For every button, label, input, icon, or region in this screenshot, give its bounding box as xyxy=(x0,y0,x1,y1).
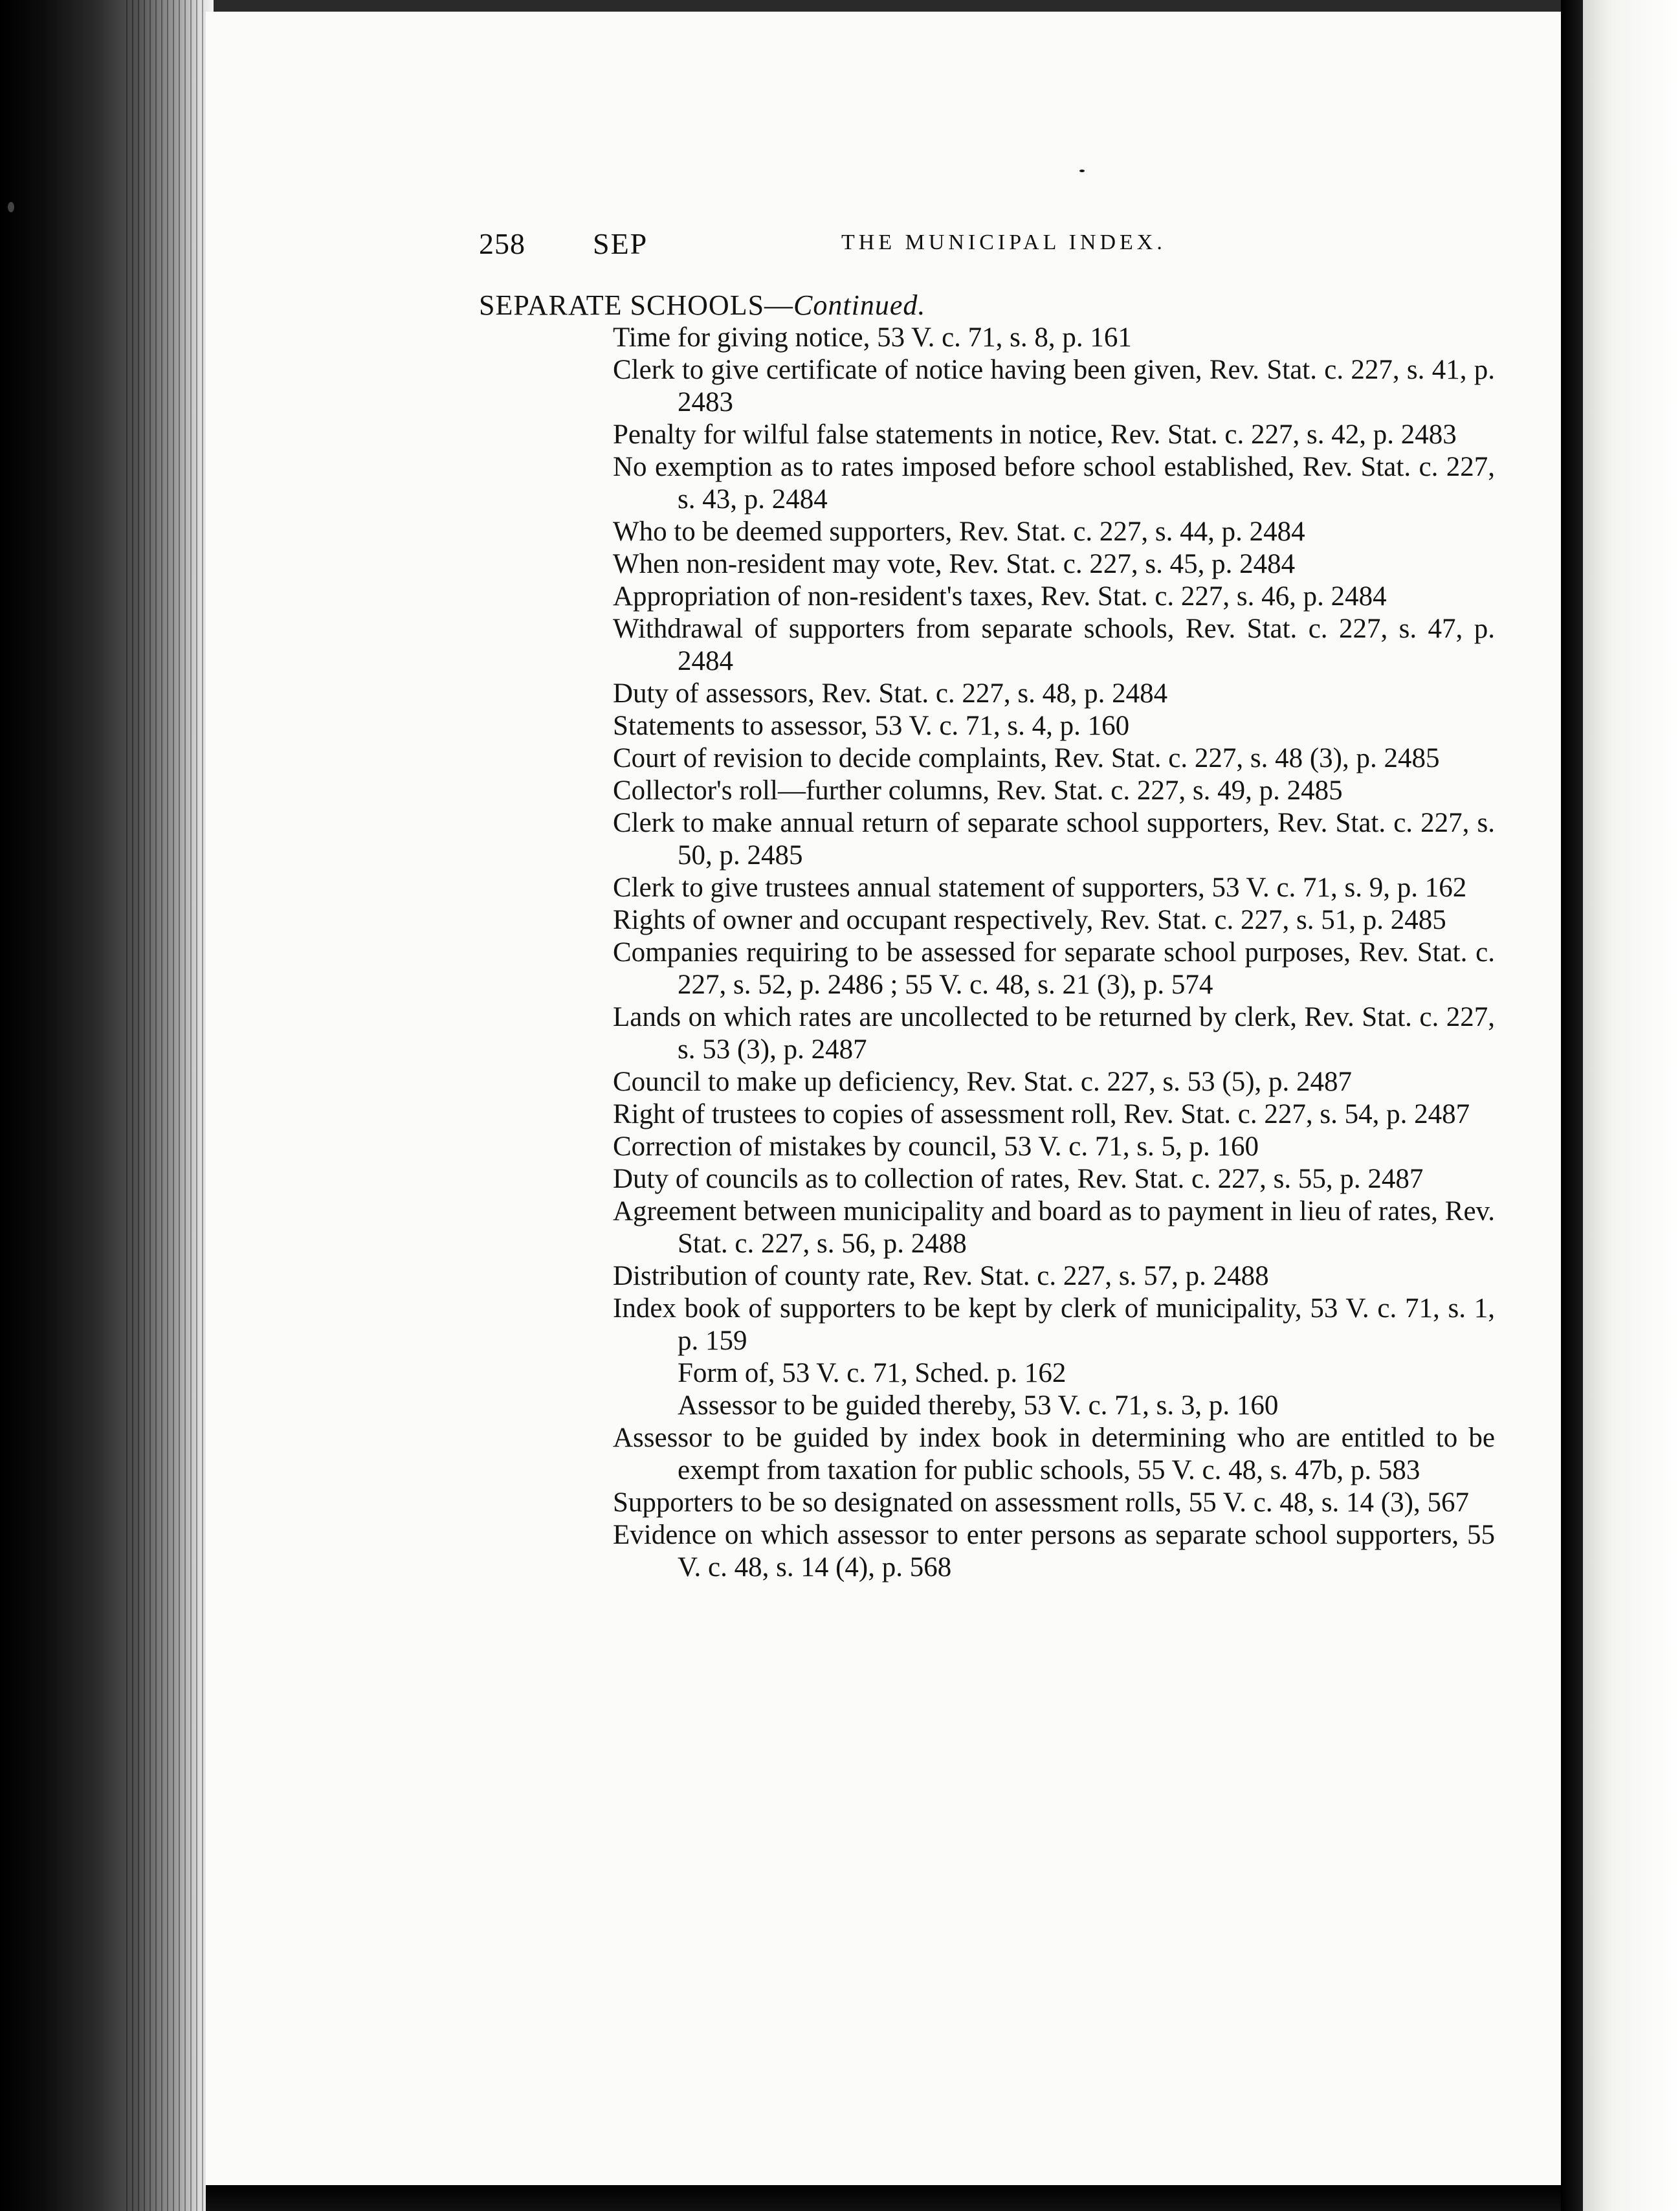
index-entry: Who to be deemed supporters, Rev. Stat. c. 227, s. 44, p. 2484 xyxy=(613,517,1305,547)
index-entry: Council to make up deficiency, Rev. Stat. c. 227, s. 53 (5), p. 2487 xyxy=(613,1067,1353,1097)
index-entry: Lands on which rates are uncollected to be returned by clerk, Rev. Stat. c. 227, s. 53 (3), p. 2487 xyxy=(613,1002,1495,1065)
index-entry: Rights of owner and occupant respectively, Rev. Stat. c. 227, s. 51, p. 2485 xyxy=(613,905,1446,935)
index-entry: Withdrawal of supporters from separate schools, Rev. Stat. c. 227, s. 47, p. 2484 xyxy=(613,614,1495,676)
index-subentry: Form of, 53 V. c. 71, Sched. p. 162 xyxy=(678,1358,1067,1388)
index-entry: Companies requiring to be assessed for separate school purposes, Rev. Stat. c. 227, s. 52, p. 2486 ; 55 V. c. 48, s. 21 (3), p. 574 xyxy=(613,937,1495,1000)
index-entry: Evidence on which assessor to enter persons as separate school supporters, 55 V. c. 48, s. 14 (4), p. 568 xyxy=(613,1520,1495,1583)
index-entry: Duty of councils as to collection of rates, Rev. Stat. c. 227, s. 55, p. 2487 xyxy=(613,1164,1424,1194)
page-number: 258 xyxy=(479,227,525,260)
running-title: THE MUNICIPAL INDEX. xyxy=(841,230,1166,254)
index-entry: Assessor to be guided by index book in determining who are entitled to be exempt from taxation for public schools, 55 V. c. 48, s. 47b, p. 583 xyxy=(613,1423,1495,1485)
index-entry: Right of trustees to copies of assessment roll, Rev. Stat. c. 227, s. 54, p. 2487 xyxy=(613,1099,1470,1129)
index-entry: Correction of mistakes by council, 53 V. c. 71, s. 5, p. 160 xyxy=(613,1131,1259,1162)
continued-label: Continued. xyxy=(793,289,926,321)
running-head xyxy=(479,227,1514,265)
index-entries xyxy=(479,322,1495,1584)
index-entry: Collector's roll—further columns, Rev. Stat. c. 227, s. 49, p. 2485 xyxy=(613,775,1343,806)
index-entry: Court of revision to decide complaints, Rev. Stat. c. 227, s. 48 (3), p. 2485 xyxy=(613,743,1440,773)
index-entry: Distribution of county rate, Rev. Stat. c. 227, s. 57, p. 2488 xyxy=(613,1261,1269,1291)
index-entry: Duty of assessors, Rev. Stat. c. 227, s. 48, p. 2484 xyxy=(613,678,1168,709)
index-subentry: Assessor to be guided thereby, 53 V. c. 71, s. 3, p. 160 xyxy=(678,1390,1279,1421)
dust-speck xyxy=(1079,170,1085,172)
index-entry: Supporters to be so designated on assessment rolls, 55 V. c. 48, s. 14 (3), 567 xyxy=(613,1487,1469,1518)
index-entry: Agreement between municipality and board as to payment in lieu of rates, Rev. Stat. c. 227, s. 56, p. 2488 xyxy=(613,1196,1495,1259)
bottom-edge xyxy=(206,2185,1561,2211)
index-entry: Clerk to make annual return of separate school supporters, Rev. Stat. c. 227, s. 50, p. 2485 xyxy=(613,808,1495,871)
index-entry: Penalty for wilful false statements in notice, Rev. Stat. c. 227, s. 42, p. 2483 xyxy=(613,419,1457,450)
page-gutter xyxy=(1561,0,1583,2211)
adjacent-page xyxy=(1583,0,1680,2211)
page-edges xyxy=(126,0,204,2211)
section-heading xyxy=(479,289,1495,322)
dust-speck xyxy=(8,202,14,212)
section-heading-text: SEPARATE SCHOOLS— xyxy=(479,289,794,321)
index-entry: Time for giving notice, 53 V. c. 71, s. 8, p. 161 xyxy=(613,322,1132,353)
index-entry: No exemption as to rates imposed before school established, Rev. Stat. c. 227, s. 43, p. 2484 xyxy=(613,452,1495,515)
index-entry: Index book of supporters to be kept by clerk of municipality, 53 V. c. 71, s. 1, p. 159 xyxy=(613,1293,1495,1356)
index-entry: When non-resident may vote, Rev. Stat. c. 227, s. 45, p. 2484 xyxy=(613,549,1296,579)
index-content xyxy=(479,289,1495,1584)
index-entry: Clerk to give certificate of notice having been given, Rev. Stat. c. 227, s. 41, p. 2483 xyxy=(613,355,1495,417)
head-word: SEP xyxy=(593,227,648,260)
index-entry: Clerk to give trustees annual statement of supporters, 53 V. c. 71, s. 9, p. 162 xyxy=(613,872,1467,903)
index-entry: Appropriation of non-resident's taxes, Rev. Stat. c. 227, s. 46, p. 2484 xyxy=(613,581,1387,612)
index-entry: Statements to assessor, 53 V. c. 71, s. 4, p. 160 xyxy=(613,711,1130,741)
